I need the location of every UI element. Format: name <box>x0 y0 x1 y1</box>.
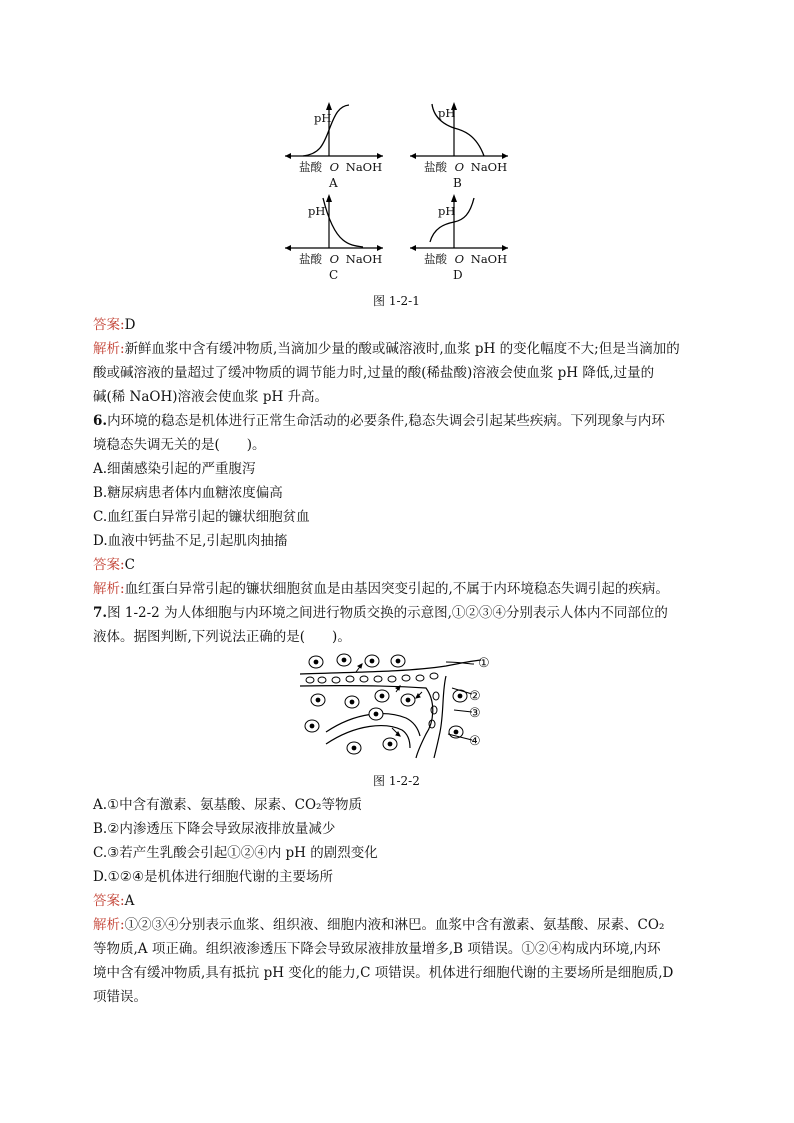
graph-a-right-label: NaOH <box>345 160 383 174</box>
capillary-branch-wall <box>434 676 446 758</box>
graph-d-plot <box>410 192 510 252</box>
q7-stem-line-1 <box>93 603 668 623</box>
graph-b-ylabel: pH <box>438 106 456 120</box>
label-2: ② <box>469 689 481 704</box>
q7-stem-line-2: 液体。据图判断,下列说法正确的是( )。 <box>93 629 351 645</box>
q5-answer-label: 答案: <box>93 317 125 333</box>
q6-stem-text-1: 内环境的稳态是机体进行正常生命活动的必要条件,稳态失调会引起某些疾病。下列现象与内环 <box>107 413 665 429</box>
q7-option-c: C.③若产生乳酸会引起①②④内 pH 的剧烈变化 <box>93 845 378 861</box>
graph-a-plot <box>285 100 385 160</box>
q7-option-b: B.②内渗透压下降会导致尿液排放量减少 <box>93 821 336 837</box>
q7-analysis-label: 解析: <box>93 917 125 933</box>
graph-b-left-label: 盐酸 <box>424 160 447 174</box>
q7-analysis-line-4: 项错误。 <box>93 989 147 1005</box>
q6-option-c: C.血红蛋白异常引起的镰状细胞贫血 <box>93 509 310 525</box>
q7-option-a: A.①中含有激素、氨基酸、尿素、CO₂等物质 <box>93 797 362 813</box>
q7-number: 7. <box>93 605 108 621</box>
q6-stem-line-1 <box>93 411 665 431</box>
graph-c-right-label: NaOH <box>345 252 383 266</box>
q7-analysis-line-1 <box>93 915 664 935</box>
q6-option-b: B.糖尿病患者体内血糖浓度偏高 <box>93 485 283 501</box>
q5-analysis-text-1: 新鲜血浆中含有缓冲物质,当滴加少量的酸或碱溶液时,血浆 pH 的变化幅度不大;但是当滴加的 <box>124 341 680 357</box>
graph-d-xlabels <box>424 251 507 267</box>
q5-answer: D <box>124 317 136 333</box>
q6-number: 6. <box>93 413 108 429</box>
graph-d-ylabel: pH <box>438 204 456 218</box>
graph-a-left-arrow <box>285 153 291 159</box>
q6-answer-row <box>93 555 135 575</box>
graph-b-right-label: NaOH <box>470 160 508 174</box>
q6-answer: C <box>124 557 135 573</box>
graph-b-xlabels <box>424 159 507 175</box>
q7-analysis-line-3: 境中含有缓冲物质,具有抵抗 pH 变化的能力,C 项错误。机体进行细胞代谢的主要场所是细胞质,D <box>93 965 674 981</box>
label-4: ④ <box>469 734 481 749</box>
q6-analysis-label: 解析: <box>93 581 125 597</box>
q6-stem-line-2: 境稳态失调无关的是( )。 <box>93 437 266 453</box>
q7-stem-text-1: 图 1-2-2 为人体细胞与内环境之间进行物质交换的示意图,①②③④分别表示人体内不同部位的 <box>107 605 668 621</box>
q5-answer-row <box>93 315 135 335</box>
figure-1-2-1-caption: 图 1-2-1 <box>373 294 420 308</box>
graph-a-ylabel: pH <box>314 111 332 125</box>
q6-answer-label: 答案: <box>93 557 125 573</box>
q7-analysis-line-2: 等物质,A 项正确。组织液渗透压下降会导致尿液排放量增多,B 项错误。①②④构成内环境,内环 <box>93 941 661 957</box>
graph-c-origin: O <box>329 252 340 266</box>
graph-b-plot <box>410 100 510 160</box>
q7-answer: A <box>124 893 135 909</box>
q5-analysis-label: 解析: <box>93 341 125 357</box>
q5-analysis-line-3: 碱(稀 NaOH)溶液会使血浆 pH 升高。 <box>93 389 329 405</box>
graph-c-plot <box>285 192 385 252</box>
q7-answer-row <box>93 891 134 911</box>
q7-option-d: D.①②④是机体进行细胞代谢的主要场所 <box>93 869 333 885</box>
graph-b-left-arrow <box>410 153 416 159</box>
graph-d-right-label: NaOH <box>470 252 508 266</box>
graph-a-up-arrow <box>326 102 332 110</box>
graph-b-letter: B <box>453 176 462 190</box>
q7-analysis-text-1: ①②③④分别表示血浆、组织液、细胞内液和淋巴。血浆中含有激素、氨基酸、尿素、CO₂ <box>124 917 665 933</box>
q6-analysis-text: 血红蛋白异常引起的镰状细胞贫血是由基因突变引起的,不属于内环境稳态失调引起的疾病。 <box>124 581 669 597</box>
graph-a-left-label: 盐酸 <box>299 160 322 174</box>
graph-a-letter: A <box>329 176 338 190</box>
graph-b-origin: O <box>454 160 465 174</box>
q6-option-a: A.细菌感染引起的严重腹泻 <box>93 461 256 477</box>
label-3: ③ <box>469 706 481 721</box>
graph-d-up-arrow <box>451 194 457 202</box>
q5-analysis-line-2: 酸或碱溶液的量超过了缓冲物质的调节能力时,过量的酸(稀盐酸)溶液会使血浆 pH 降低,过量的 <box>93 365 655 381</box>
graph-c-up-arrow <box>326 194 332 202</box>
graph-c-ylabel: pH <box>308 204 326 218</box>
label-1: ① <box>478 656 490 671</box>
graph-c-left-arrow <box>285 245 291 251</box>
q6-option-d: D.血液中钙盐不足,引起肌肉抽搐 <box>93 533 288 549</box>
graph-a-xlabels <box>299 159 382 175</box>
graph-c-letter: C <box>329 268 339 282</box>
graph-a-origin: O <box>329 160 340 174</box>
graph-d-origin: O <box>454 252 465 266</box>
q6-analysis-row <box>93 579 669 599</box>
q7-answer-label: 答案: <box>93 893 125 909</box>
graph-d-left-arrow <box>410 245 416 251</box>
figure-1-2-2-caption: 图 1-2-2 <box>373 774 420 788</box>
graph-d-letter: D <box>453 268 463 282</box>
q5-analysis-line-1 <box>93 339 680 359</box>
graph-c-xlabels <box>299 251 382 267</box>
graph-d-left-label: 盐酸 <box>424 252 447 266</box>
graph-c-left-label: 盐酸 <box>299 252 322 266</box>
